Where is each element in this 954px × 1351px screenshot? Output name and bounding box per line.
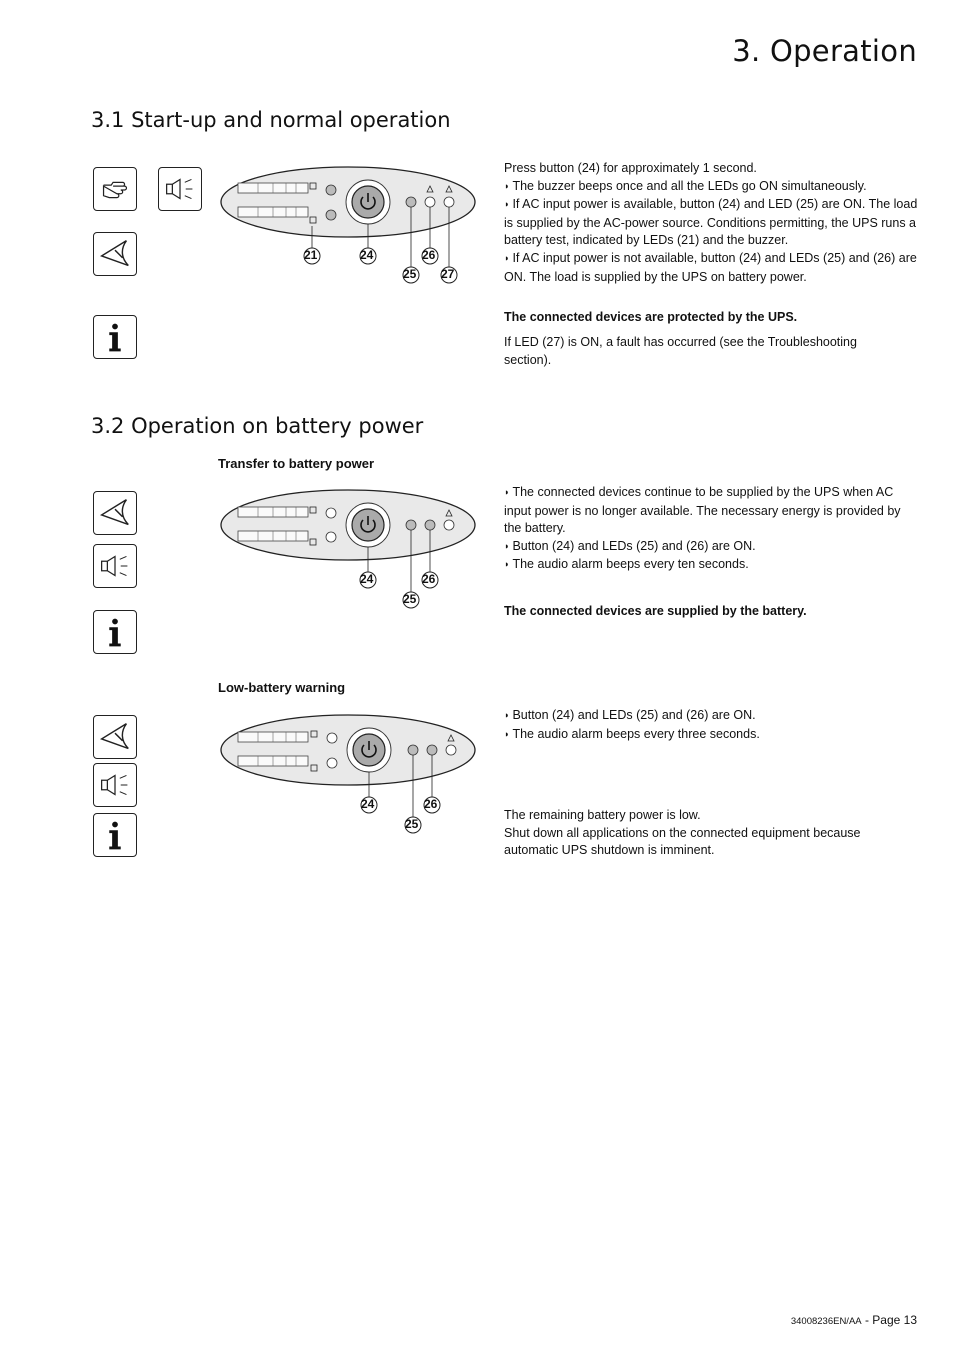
subhead-transfer: Transfer to battery power (218, 456, 375, 471)
subhead-low-battery: Low-battery warning (218, 680, 346, 695)
low-battery-note (504, 807, 884, 860)
low-battery-bullet: ◗ The audio alarm beeps every three seconds. (504, 726, 918, 745)
buzzer-icon (158, 167, 202, 211)
section-title-startup: 3.1 Start-up and normal operation (91, 108, 451, 132)
doc-code: 34008236EN/AA (790, 1316, 862, 1327)
low-battery-note-line: Shut down all applications on the connected equipment because automatic UPS shutdown is imminent. (504, 825, 861, 858)
section-title-battery: 3.2 Operation on battery power (91, 414, 424, 438)
ups-panel-diagram (218, 164, 478, 290)
startup-note-bold: The connected devices are protected by the UPS. (504, 310, 798, 324)
callout-26: 26 (424, 797, 438, 811)
low-battery-text (504, 707, 918, 744)
callout-25: 25 (403, 267, 417, 281)
callout-24: 24 (360, 248, 374, 262)
callout-25: 25 (405, 817, 419, 831)
startup-note: If LED (27) is ON, a fault has occurred (see the Troubleshooting section). (504, 335, 857, 367)
transfer-note-bold: The connected devices are supplied by the battery. (504, 604, 807, 618)
page-footer (791, 1313, 917, 1327)
led-flash-icon (93, 715, 137, 759)
led-flash-icon (93, 232, 137, 276)
info-icon (93, 610, 137, 654)
callout-26: 26 (422, 572, 436, 586)
led-flash-icon (93, 491, 137, 535)
callout-21: 21 (304, 248, 318, 262)
low-battery-note-line: The remaining battery power is low. (504, 808, 701, 822)
transfer-bullet: ◗ Button (24) and LEDs (25) and (26) are ON. (504, 538, 918, 557)
callout-27: 27 (441, 267, 455, 281)
page-number: - Page 13 (861, 1313, 917, 1327)
ups-panel-diagram-low-battery (218, 712, 478, 838)
startup-intro: Press button (24) for approximately 1 second. (504, 161, 757, 175)
startup-text (504, 160, 918, 286)
startup-bullet: ◗ If AC input power is available, button (24) and LED (25) are ON. The load is supplied by the AC-power source. Conditions permitting, the UPS runs a battery test, indicated by LEDs (21) and the buzzer. (504, 196, 918, 250)
transfer-text (504, 484, 918, 575)
callout-25: 25 (403, 592, 417, 606)
chapter-title: 3. Operation (732, 34, 917, 68)
hand-pointer-icon (93, 167, 137, 211)
callout-24: 24 (361, 797, 375, 811)
info-icon (93, 813, 137, 857)
callout-24: 24 (360, 572, 374, 586)
buzzer-icon (93, 763, 137, 807)
transfer-bullet: ◗ The audio alarm beeps every ten seconds. (504, 556, 918, 575)
startup-bullet: ◗ The buzzer beeps once and all the LEDs go ON simultaneously. (504, 178, 918, 197)
info-icon (93, 315, 137, 359)
callout-26: 26 (422, 248, 436, 262)
transfer-bullet: ◗ The connected devices continue to be supplied by the UPS when AC input power is no longer available. The necessary energy is provided by the battery. (504, 484, 918, 538)
low-battery-bullet: ◗ Button (24) and LEDs (25) and (26) are ON. (504, 707, 918, 726)
ups-panel-diagram-transfer (218, 488, 478, 612)
startup-bullet: ◗ If AC input power is not available, button (24) and LEDs (25) and (26) are ON. The load is supplied by the UPS on battery power. (504, 250, 918, 286)
buzzer-icon (93, 544, 137, 588)
